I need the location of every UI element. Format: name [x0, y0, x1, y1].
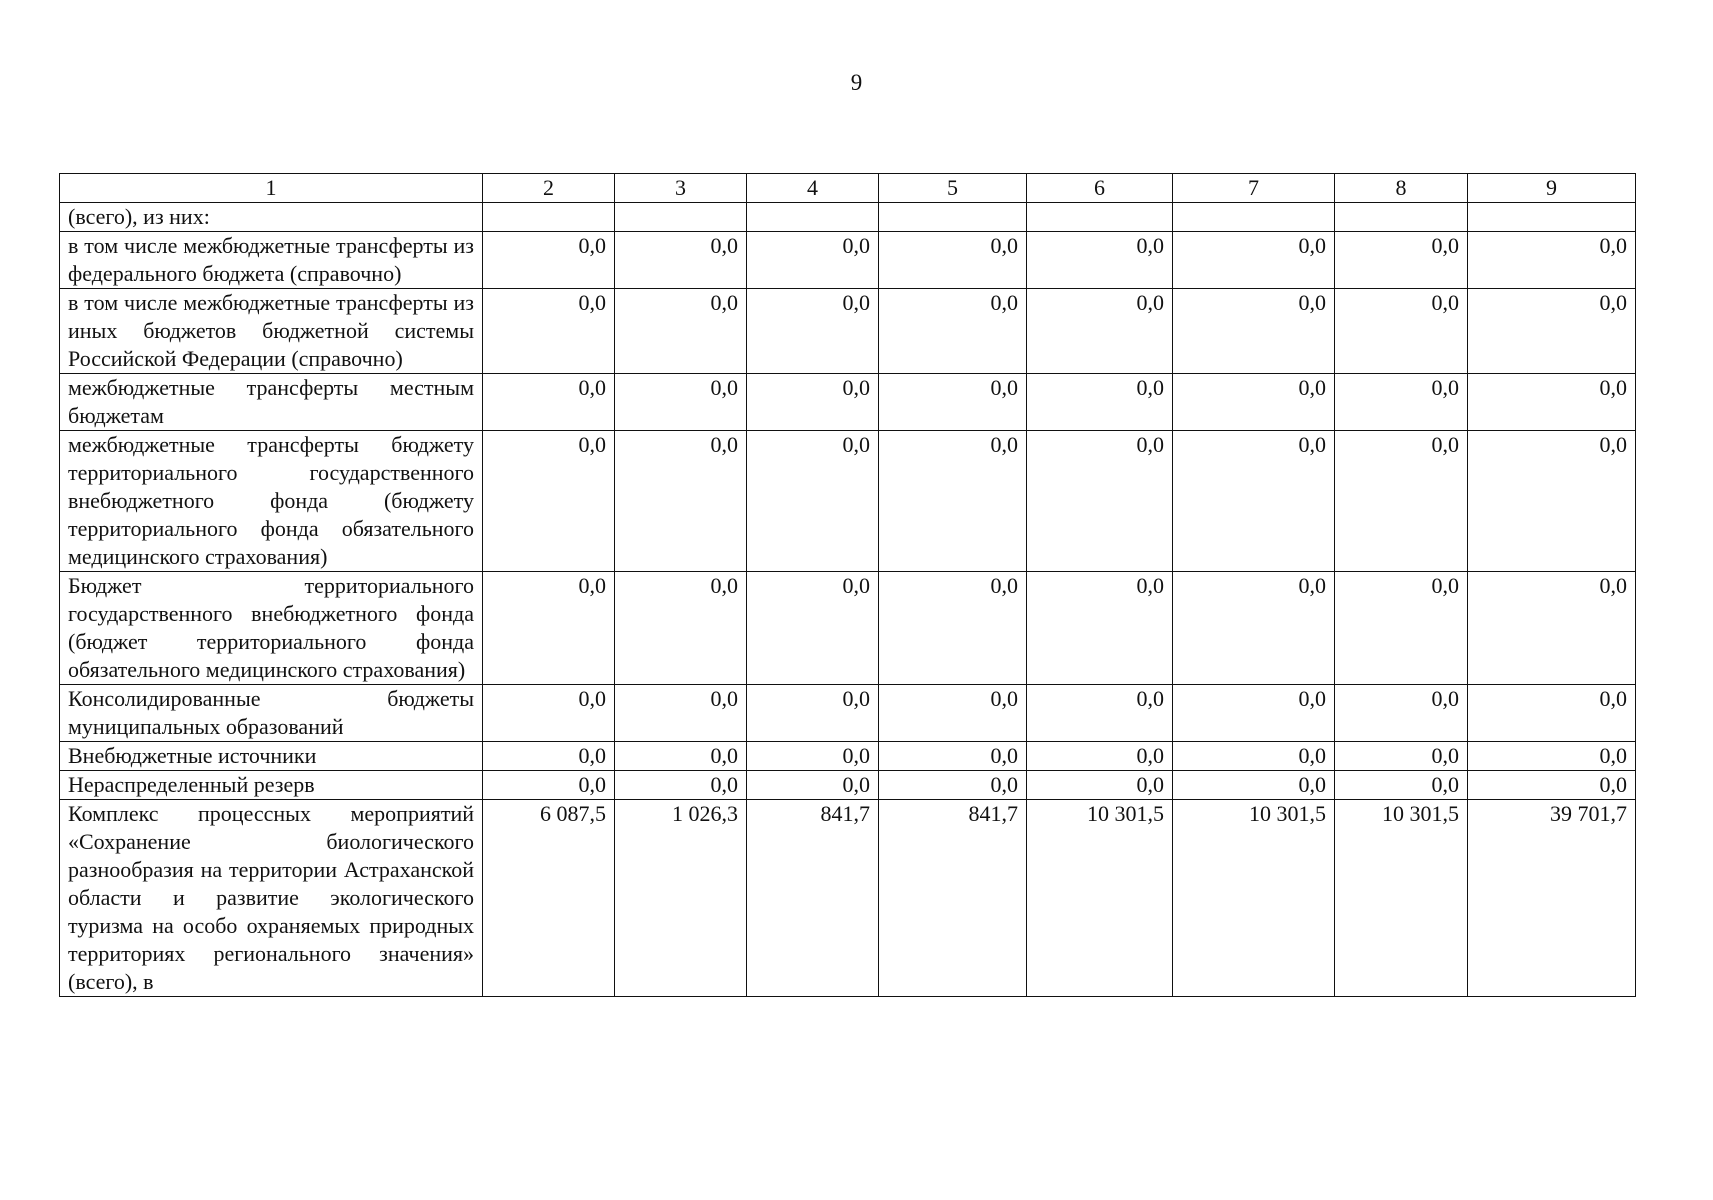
table-row — [60, 232, 1636, 289]
table-cell-value: 0,0 — [1173, 289, 1335, 374]
table-cell-value: 0,0 — [879, 572, 1027, 685]
table-row — [60, 742, 1636, 771]
table-cell-value: 0,0 — [1173, 232, 1335, 289]
table-header-row — [60, 174, 1636, 203]
table-cell-value: 0,0 — [1027, 232, 1173, 289]
table-row — [60, 572, 1636, 685]
table-cell-value: 39 701,7 — [1468, 800, 1636, 997]
table-cell-value: 0,0 — [747, 431, 879, 572]
row-label: межбюджетные трансферты местным бюджетам — [60, 374, 483, 431]
table-cell-value: 841,7 — [879, 800, 1027, 997]
table-cell-value: 1 026,3 — [615, 800, 747, 997]
table-cell-value: 0,0 — [879, 685, 1027, 742]
table-cell-value: 6 087,5 — [483, 800, 615, 997]
table-body — [60, 203, 1636, 997]
table-cell-value: 0,0 — [747, 685, 879, 742]
page-number: 9 — [850, 70, 863, 95]
column-header: 2 — [483, 174, 615, 203]
table-cell-value: 0,0 — [615, 771, 747, 800]
table-row — [60, 685, 1636, 742]
table-cell-value: 0,0 — [1027, 685, 1173, 742]
table-cell-value: 0,0 — [1027, 289, 1173, 374]
table-cell-value: 0,0 — [1468, 431, 1636, 572]
table-cell-value: 0,0 — [1468, 771, 1636, 800]
table-cell-value: 0,0 — [615, 572, 747, 685]
table-cell-value: 0,0 — [1335, 374, 1468, 431]
table-cell-value: 0,0 — [879, 289, 1027, 374]
table-cell-value: 0,0 — [1027, 374, 1173, 431]
table-cell-value: 0,0 — [1173, 771, 1335, 800]
table-cell-value — [483, 203, 615, 232]
table-row — [60, 771, 1636, 800]
table-cell-value: 0,0 — [1468, 685, 1636, 742]
row-label: в том числе межбюджетные трансферты из иных бюджетов бюджетной системы Российской Федерации (справочно) — [60, 289, 483, 374]
row-label: Консолидированные бюджеты муниципальных образований — [60, 685, 483, 742]
table-cell-value: 10 301,5 — [1335, 800, 1468, 997]
table-cell-value: 0,0 — [1335, 771, 1468, 800]
table-cell-value: 0,0 — [1335, 289, 1468, 374]
table-cell-value: 0,0 — [483, 742, 615, 771]
table-cell-value: 0,0 — [1173, 742, 1335, 771]
table-cell-value: 0,0 — [1468, 742, 1636, 771]
table-cell-value — [1335, 203, 1468, 232]
table-cell-value: 0,0 — [1468, 572, 1636, 685]
column-header: 1 — [60, 174, 483, 203]
table-cell-value: 0,0 — [747, 771, 879, 800]
table-cell-value: 0,0 — [483, 374, 615, 431]
table-cell-value: 0,0 — [1335, 232, 1468, 289]
column-header: 9 — [1468, 174, 1636, 203]
table-cell-value: 0,0 — [879, 232, 1027, 289]
table-cell-value: 0,0 — [483, 771, 615, 800]
table-row — [60, 800, 1636, 997]
table-cell-value: 0,0 — [615, 232, 747, 289]
column-header: 4 — [747, 174, 879, 203]
table-cell-value: 0,0 — [483, 289, 615, 374]
table-cell-value: 10 301,5 — [1027, 800, 1173, 997]
table-cell-value: 0,0 — [879, 771, 1027, 800]
row-label: Бюджет территориального государственного внебюджетного фонда (бюджет территориального фонда обязательного медицинского страхования) — [60, 572, 483, 685]
column-header: 8 — [1335, 174, 1468, 203]
table-cell-value — [615, 203, 747, 232]
column-header: 6 — [1027, 174, 1173, 203]
row-label: в том числе межбюджетные трансферты из федерального бюджета (справочно) — [60, 232, 483, 289]
table-cell-value: 0,0 — [1173, 431, 1335, 572]
table-cell-value: 0,0 — [879, 742, 1027, 771]
table-row — [60, 374, 1636, 431]
table-cell-value: 0,0 — [1027, 572, 1173, 685]
table-cell-value: 0,0 — [1468, 374, 1636, 431]
table-cell-value: 0,0 — [1173, 685, 1335, 742]
column-header: 3 — [615, 174, 747, 203]
table-cell-value: 0,0 — [747, 289, 879, 374]
table-cell-value: 0,0 — [1173, 572, 1335, 685]
row-label: межбюджетные трансферты бюджету территориального государственного внебюджетного фонда (бюджету территориального фонда обязательного медицинского страхования) — [60, 431, 483, 572]
table-cell-value — [1173, 203, 1335, 232]
table-cell-value: 0,0 — [747, 374, 879, 431]
table-cell-value: 0,0 — [879, 431, 1027, 572]
table-cell-value: 0,0 — [747, 572, 879, 685]
table-cell-value: 0,0 — [1173, 374, 1335, 431]
table-cell-value: 0,0 — [615, 289, 747, 374]
column-header: 7 — [1173, 174, 1335, 203]
row-label: Нераспределенный резерв — [60, 771, 483, 800]
table-cell-value: 0,0 — [483, 685, 615, 742]
table-cell-value: 0,0 — [483, 431, 615, 572]
table-cell-value: 0,0 — [483, 572, 615, 685]
table-cell-value: 0,0 — [615, 685, 747, 742]
table-cell-value: 0,0 — [747, 232, 879, 289]
row-label: Комплекс процессных мероприятий «Сохранение биологического разнообразия на территории Астраханской области и развитие экологического туризма на особо охраняемых природных территориях регионального значения» (всего), в — [60, 800, 483, 997]
table-cell-value: 0,0 — [615, 742, 747, 771]
row-label: (всего), из них: — [60, 203, 483, 232]
table-cell-value: 0,0 — [1027, 742, 1173, 771]
table-cell-value: 0,0 — [1335, 572, 1468, 685]
table-cell-value: 0,0 — [483, 232, 615, 289]
budget-table — [59, 173, 1636, 997]
table-cell-value — [879, 203, 1027, 232]
table-cell-value: 0,0 — [1027, 771, 1173, 800]
table-cell-value: 0,0 — [615, 374, 747, 431]
table-cell-value: 10 301,5 — [1173, 800, 1335, 997]
table-cell-value: 0,0 — [747, 742, 879, 771]
table-cell-value: 0,0 — [1027, 431, 1173, 572]
table-row — [60, 203, 1636, 232]
column-header: 5 — [879, 174, 1027, 203]
table-cell-value: 0,0 — [1468, 232, 1636, 289]
table-cell-value: 0,0 — [1335, 431, 1468, 572]
row-label: Внебюджетные источники — [60, 742, 483, 771]
table-cell-value: 0,0 — [1335, 742, 1468, 771]
table-cell-value: 0,0 — [1468, 289, 1636, 374]
table-cell-value: 0,0 — [1335, 685, 1468, 742]
table-cell-value: 0,0 — [879, 374, 1027, 431]
table-cell-value: 841,7 — [747, 800, 879, 997]
table-cell-value — [1468, 203, 1636, 232]
table-cell-value — [1027, 203, 1173, 232]
table-cell-value — [747, 203, 879, 232]
table-row — [60, 431, 1636, 572]
table-row — [60, 289, 1636, 374]
table-cell-value: 0,0 — [615, 431, 747, 572]
